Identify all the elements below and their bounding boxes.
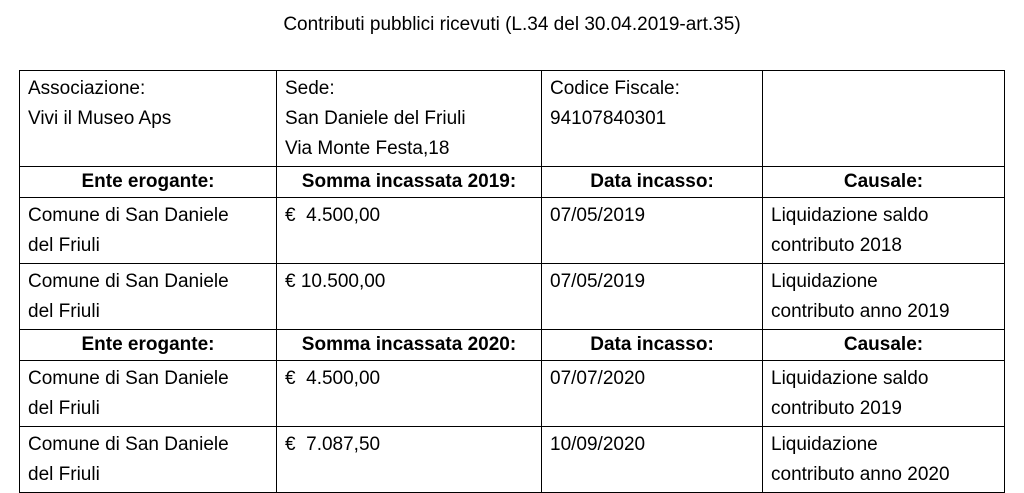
- data-value: 10/09/2020: [550, 434, 646, 455]
- header-somma: Somma incassata 2020:: [277, 330, 542, 361]
- ente-cell: [20, 198, 277, 264]
- causale-cell: [763, 361, 1005, 427]
- somma-cell: [277, 264, 542, 330]
- causale-cell: [763, 198, 1005, 264]
- document-title: Contributi pubblici ricevuti (L.34 del 30.04.2019-art.35): [283, 14, 741, 35]
- data-value: 07/05/2019: [550, 205, 646, 226]
- header-ente: Ente erogante:: [20, 167, 277, 198]
- causale-line-1: Liquidazione: [771, 434, 878, 455]
- somma-value: € 4.500,00: [285, 368, 381, 389]
- ente-line-2: del Friuli: [28, 235, 100, 256]
- data-cell: [542, 198, 763, 264]
- somma-cell: [277, 427, 542, 493]
- header-causale: Causale:: [763, 167, 1005, 198]
- ente-line-2: del Friuli: [28, 301, 100, 322]
- causale-line-2: contributo anno 2019: [771, 301, 950, 322]
- table-row: [20, 427, 1005, 493]
- table-row: [20, 198, 1005, 264]
- ente-line-1: Comune di San Daniele: [28, 271, 229, 292]
- sede-city: San Daniele del Friuli: [285, 108, 466, 129]
- data-cell: [542, 427, 763, 493]
- data-cell: [542, 264, 763, 330]
- codice-fiscale-label: Codice Fiscale:: [550, 78, 680, 99]
- somma-value: € 7.087,50: [285, 434, 381, 455]
- header-ente: Ente erogante:: [20, 330, 277, 361]
- somma-value: € 10.500,00: [285, 271, 386, 292]
- somma-value: € 4.500,00: [285, 205, 381, 226]
- causale-cell: [763, 427, 1005, 493]
- header-somma: Somma incassata 2019:: [277, 167, 542, 198]
- data-value: 07/05/2019: [550, 271, 646, 292]
- associazione-cell: [20, 71, 277, 167]
- causale-line-1: Liquidazione: [771, 271, 878, 292]
- header-row-2019: [20, 167, 1005, 198]
- codice-fiscale-value: 94107840301: [550, 108, 667, 129]
- codice-fiscale-cell: [542, 71, 763, 167]
- somma-cell: [277, 198, 542, 264]
- associazione-name: Vivi il Museo Aps: [28, 108, 172, 129]
- causale-line-1: Liquidazione saldo: [771, 368, 929, 389]
- causale-cell: [763, 264, 1005, 330]
- causale-line-1: Liquidazione saldo: [771, 205, 929, 226]
- header-data: Data incasso:: [542, 330, 763, 361]
- sede-label: Sede:: [285, 78, 335, 99]
- ente-cell: [20, 427, 277, 493]
- ente-line-2: del Friuli: [28, 464, 100, 485]
- associazione-label: Associazione:: [28, 78, 146, 99]
- empty-info-cell: [763, 71, 1005, 167]
- causale-line-2: contributo anno 2020: [771, 464, 950, 485]
- ente-cell: [20, 361, 277, 427]
- sede-cell: [277, 71, 542, 167]
- info-row: [20, 71, 1005, 167]
- causale-line-2: contributo 2018: [771, 235, 902, 256]
- ente-cell: [20, 264, 277, 330]
- ente-line-1: Comune di San Daniele: [28, 434, 229, 455]
- header-row-2020: [20, 330, 1005, 361]
- ente-line-1: Comune di San Daniele: [28, 205, 229, 226]
- causale-line-2: contributo 2019: [771, 398, 902, 419]
- ente-line-1: Comune di San Daniele: [28, 368, 229, 389]
- contributions-table: [19, 70, 1005, 493]
- ente-line-2: del Friuli: [28, 398, 100, 419]
- header-causale: Causale:: [763, 330, 1005, 361]
- table-row: [20, 264, 1005, 330]
- table-row: [20, 361, 1005, 427]
- data-cell: [542, 361, 763, 427]
- sede-address: Via Monte Festa,18: [285, 138, 450, 159]
- header-data: Data incasso:: [542, 167, 763, 198]
- data-value: 07/07/2020: [550, 368, 646, 389]
- somma-cell: [277, 361, 542, 427]
